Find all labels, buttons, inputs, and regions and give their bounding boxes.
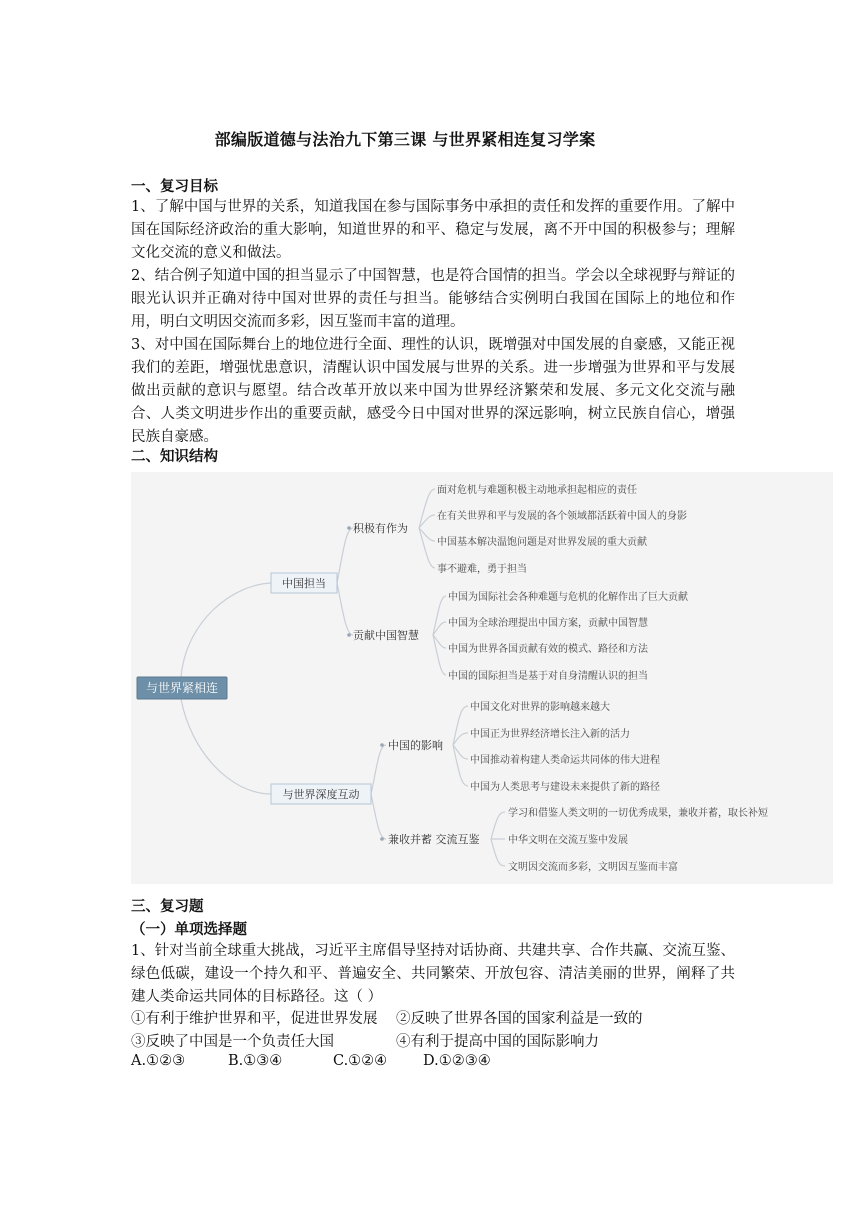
leaf-b1a-3: 中国基本解决温饱问题是对世界发展的重大贡献 [437, 537, 647, 548]
section3-heading: 三、复习题 [131, 898, 204, 915]
sub-china-wisdom: 贡献中国智慧 [353, 629, 419, 642]
branch-deep-interaction: 与世界深度互动 [282, 788, 360, 801]
edge-b1-b1a [337, 528, 353, 583]
leaf-b1a-4: 事不避难，勇于担当 [437, 564, 527, 575]
q1-option-3: ③反映了中国是一个负责任大国 [131, 1034, 334, 1050]
q1-choice-b: B.①③④ [228, 1053, 283, 1069]
q1-choice-a: A.①②③ [131, 1053, 186, 1069]
edge-root-b2 [181, 699, 271, 794]
leaf-b2a-2: 中国正为世界经济增长注入新的活力 [470, 729, 630, 740]
sub-china-influence: 中国的影响 [388, 739, 443, 752]
leaf-b1b-4: 中国的国际担当是基于对自身清醒认识的担当 [448, 671, 648, 682]
knowledge-mindmap [131, 472, 833, 884]
leaf-b1b-2: 中国为全球治理提出中国方案，贡献中国智慧 [448, 618, 648, 629]
page-title: 部编版道德与法治九下第三课 与世界紧相连复习学案 [214, 130, 596, 149]
leaf-b1a-2: 在有关世界和平与发展的各个领域都活跃着中国人的身影 [437, 511, 687, 522]
leaf-b1b-3: 中国为世界各国贡献有效的模式、路径和方法 [448, 644, 648, 655]
q1-option-4: ④有利于提高中国的国际影响力 [396, 1034, 599, 1050]
leaf-b1b-1: 中国为国际社会各种难题与危机的化解作出了巨大贡献 [448, 592, 688, 603]
q1-option-1: ①有利于维护世界和平，促进世界发展 [131, 1011, 378, 1027]
question-1-stem: 1、针对当前全球重大挑战，习近平主席倡导坚持对话协商、共建共享、合作共赢、交流互鉴、绿色低碳，建设一个持久和平、普遍安全、共同繁荣、开放包容、清洁美丽的世界，阐释了共建人类命运共同体的目标路径。这（ ） [131, 943, 735, 1005]
q1-choice-d: D.①②③④ [423, 1053, 491, 1069]
sub-heading-single-choice: （一）单项选择题 [131, 921, 247, 938]
leaf-b2a-1: 中国文化对世界的影响越来越大 [470, 702, 610, 713]
edge-b1-b1b [337, 583, 353, 635]
edge-root-b1 [181, 583, 271, 677]
goal-item-1: 1、了解中国与世界的关系，知道我国在参与国际事务中承担的责任和发挥的重要作用。了解中国在国际经济政治的重大影响，知道世界的和平、稳定与发展，离不开中国的积极参与；理解文化交流的意义和做法。 [131, 199, 735, 261]
sub-active-action: 积极有作为 [353, 522, 408, 535]
mindmap-svg [131, 472, 833, 884]
goal-item-2: 2、结合例子知道中国的担当显示了中国智慧，也是符合国情的担当。学会以全球视野与辩证的眼光认识并正确对待中国对世界的责任与担当。能够结合实例明白我国在国际上的地位和作用，明白文明因交流而多彩，因互鉴而丰富的道理。 [131, 268, 735, 330]
leaf-b1a-1: 面对危机与难题积极主动地承担起相应的责任 [437, 485, 637, 496]
mindmap-root: 与世界紧相连 [145, 681, 219, 695]
leaf-b2a-4: 中国为人类思考与建设未来提供了新的路径 [470, 782, 660, 793]
leaf-b2a-3: 中国推动着构建人类命运共同体的伟大进程 [470, 755, 660, 766]
branch-china-responsibility: 中国担当 [282, 577, 326, 590]
section2-heading: 二、知识结构 [131, 448, 218, 465]
leaf-b2b-1: 学习和借鉴人类文明的一切优秀成果，兼收并蓄，取长补短 [508, 808, 768, 819]
section1-heading: 一、复习目标 [131, 178, 218, 195]
q1-option-2: ②反映了世界各国的国家利益是一致的 [396, 1011, 643, 1027]
sub-mutual-learning: 兼收并蓄 交流互鉴 [388, 833, 480, 846]
q1-choice-c: C.①②④ [333, 1053, 388, 1069]
goal-item-3: 3、对中国在国际舞台上的地位进行全面、理性的认识，既增强对中国发展的自豪感，又能正视我们的差距，增强忧患意识，清醒认识中国发展与世界的关系。进一步增强为世界和平与发展做出贡献的意识与愿望。结合改革开放以来中国为世界经济繁荣和发展、多元文化交流与融合、人类文明进步作出的重要贡献，感受今日中国对世界的深远影响，树立民族自信心，增强民族自豪感。 [131, 337, 735, 445]
leaf-b2b-3: 文明因交流而多彩，文明因互鉴而丰富 [508, 862, 678, 873]
leaf-b2b-2: 中华文明在交流互鉴中发展 [508, 835, 628, 846]
